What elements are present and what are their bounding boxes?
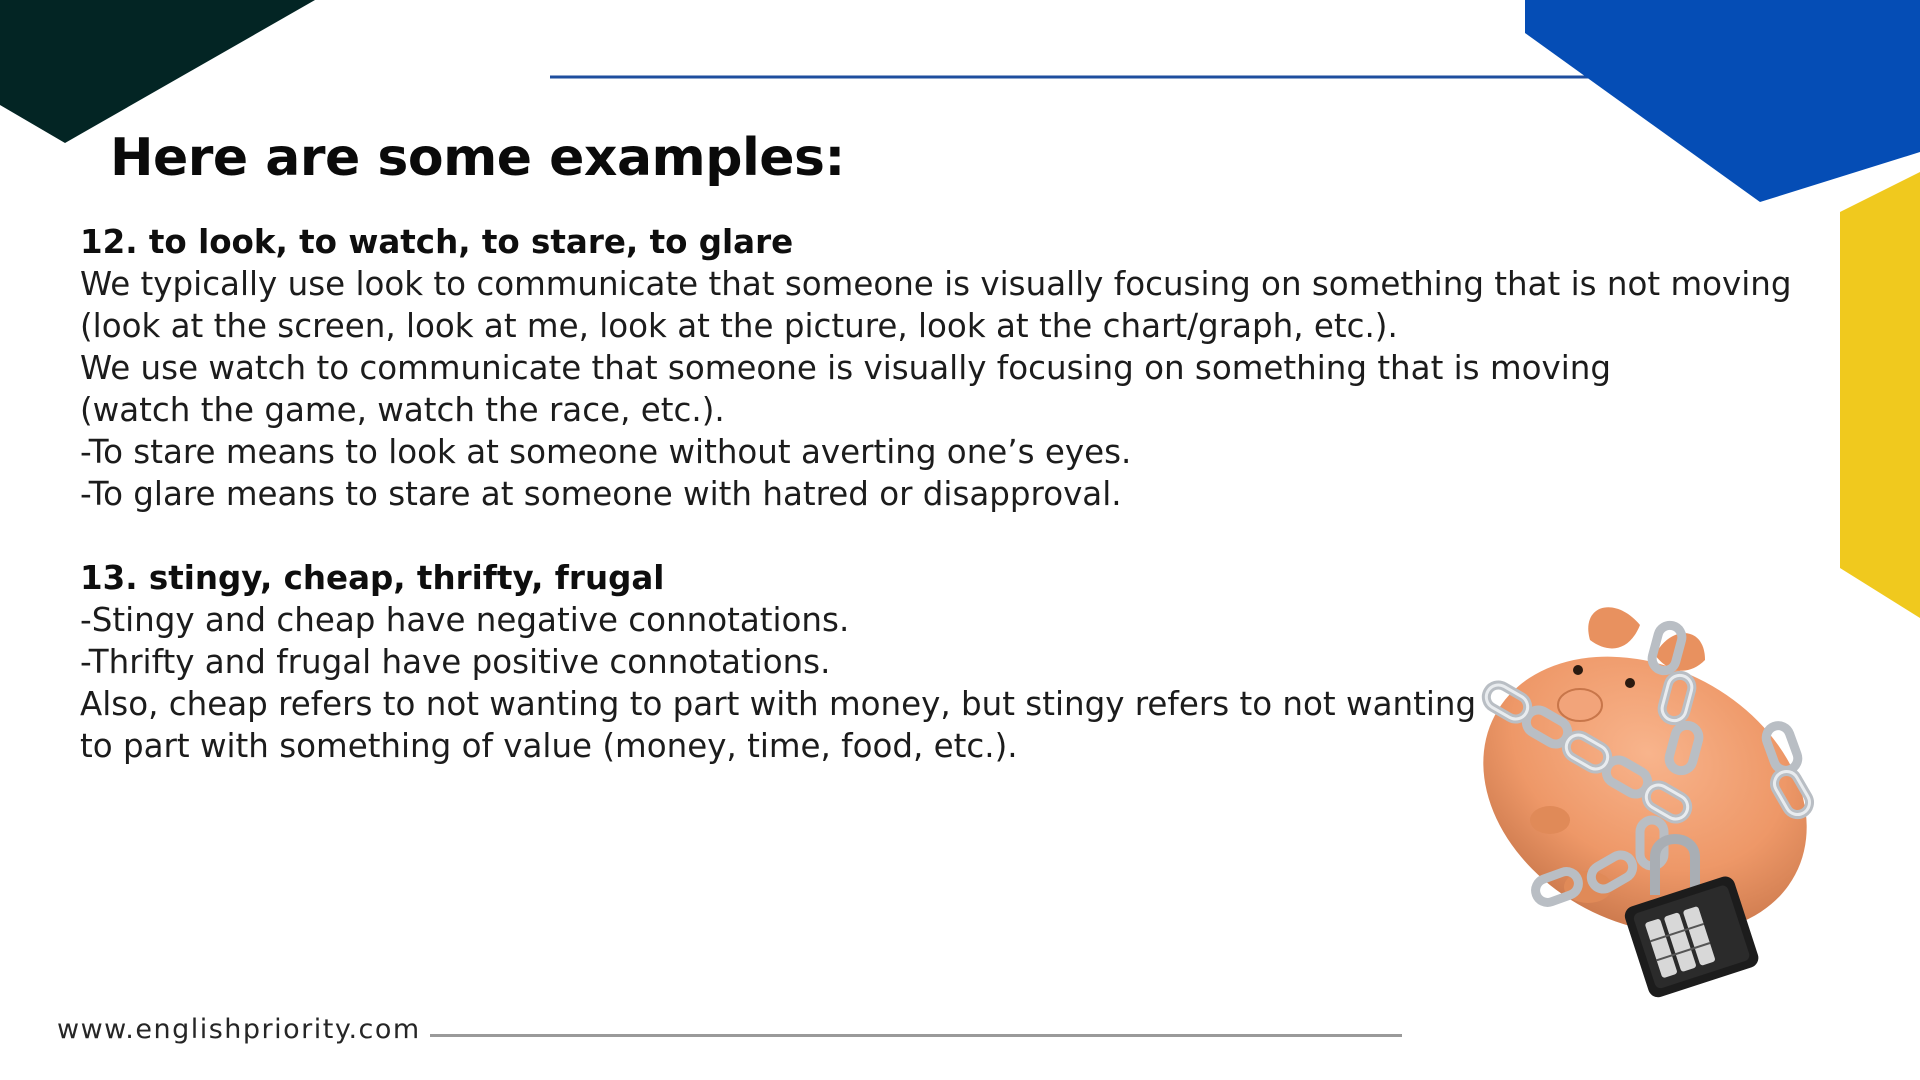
section-line: -Thrifty and frugal have positive connotations. bbox=[80, 643, 831, 681]
right-yellow-shape bbox=[1840, 172, 1920, 618]
section-line: We typically use look to communicate that someone is visually focusing on something that is not moving bbox=[80, 265, 1792, 303]
section-line: -To glare means to stare at someone with hatred or disapproval. bbox=[80, 475, 1122, 513]
section-line: (look at the screen, look at me, look at the picture, look at the chart/graph, etc.). bbox=[80, 307, 1398, 345]
footer-website-url[interactable]: www.englishpriority.com bbox=[57, 1014, 421, 1045]
section-heading: 12. to look, to watch, to stare, to glare bbox=[80, 223, 794, 261]
section-line: We use watch to communicate that someone is visually focusing on something that is moving bbox=[80, 349, 1611, 387]
top-right-blue-shape bbox=[1525, 0, 1920, 202]
section-line: -To stare means to look at someone without averting one’s eyes. bbox=[80, 433, 1132, 471]
section-line: -Stingy and cheap have negative connotations. bbox=[80, 601, 850, 639]
example-section-12 bbox=[80, 221, 1792, 515]
section-heading: 13. stingy, cheap, thrifty, frugal bbox=[80, 559, 665, 597]
section-line: (watch the game, watch the race, etc.). bbox=[80, 391, 725, 429]
top-left-dark-corner bbox=[0, 0, 315, 143]
footer-divider bbox=[430, 1034, 1402, 1037]
locked-piggy-bank-icon bbox=[1440, 595, 1880, 1015]
section-line: to part with something of value (money, time, food, etc.). bbox=[80, 727, 1018, 765]
slide-title: Here are some examples: bbox=[110, 128, 845, 188]
section-line: Also, cheap refers to not wanting to part with money, but stingy refers to not wanting bbox=[80, 685, 1477, 723]
